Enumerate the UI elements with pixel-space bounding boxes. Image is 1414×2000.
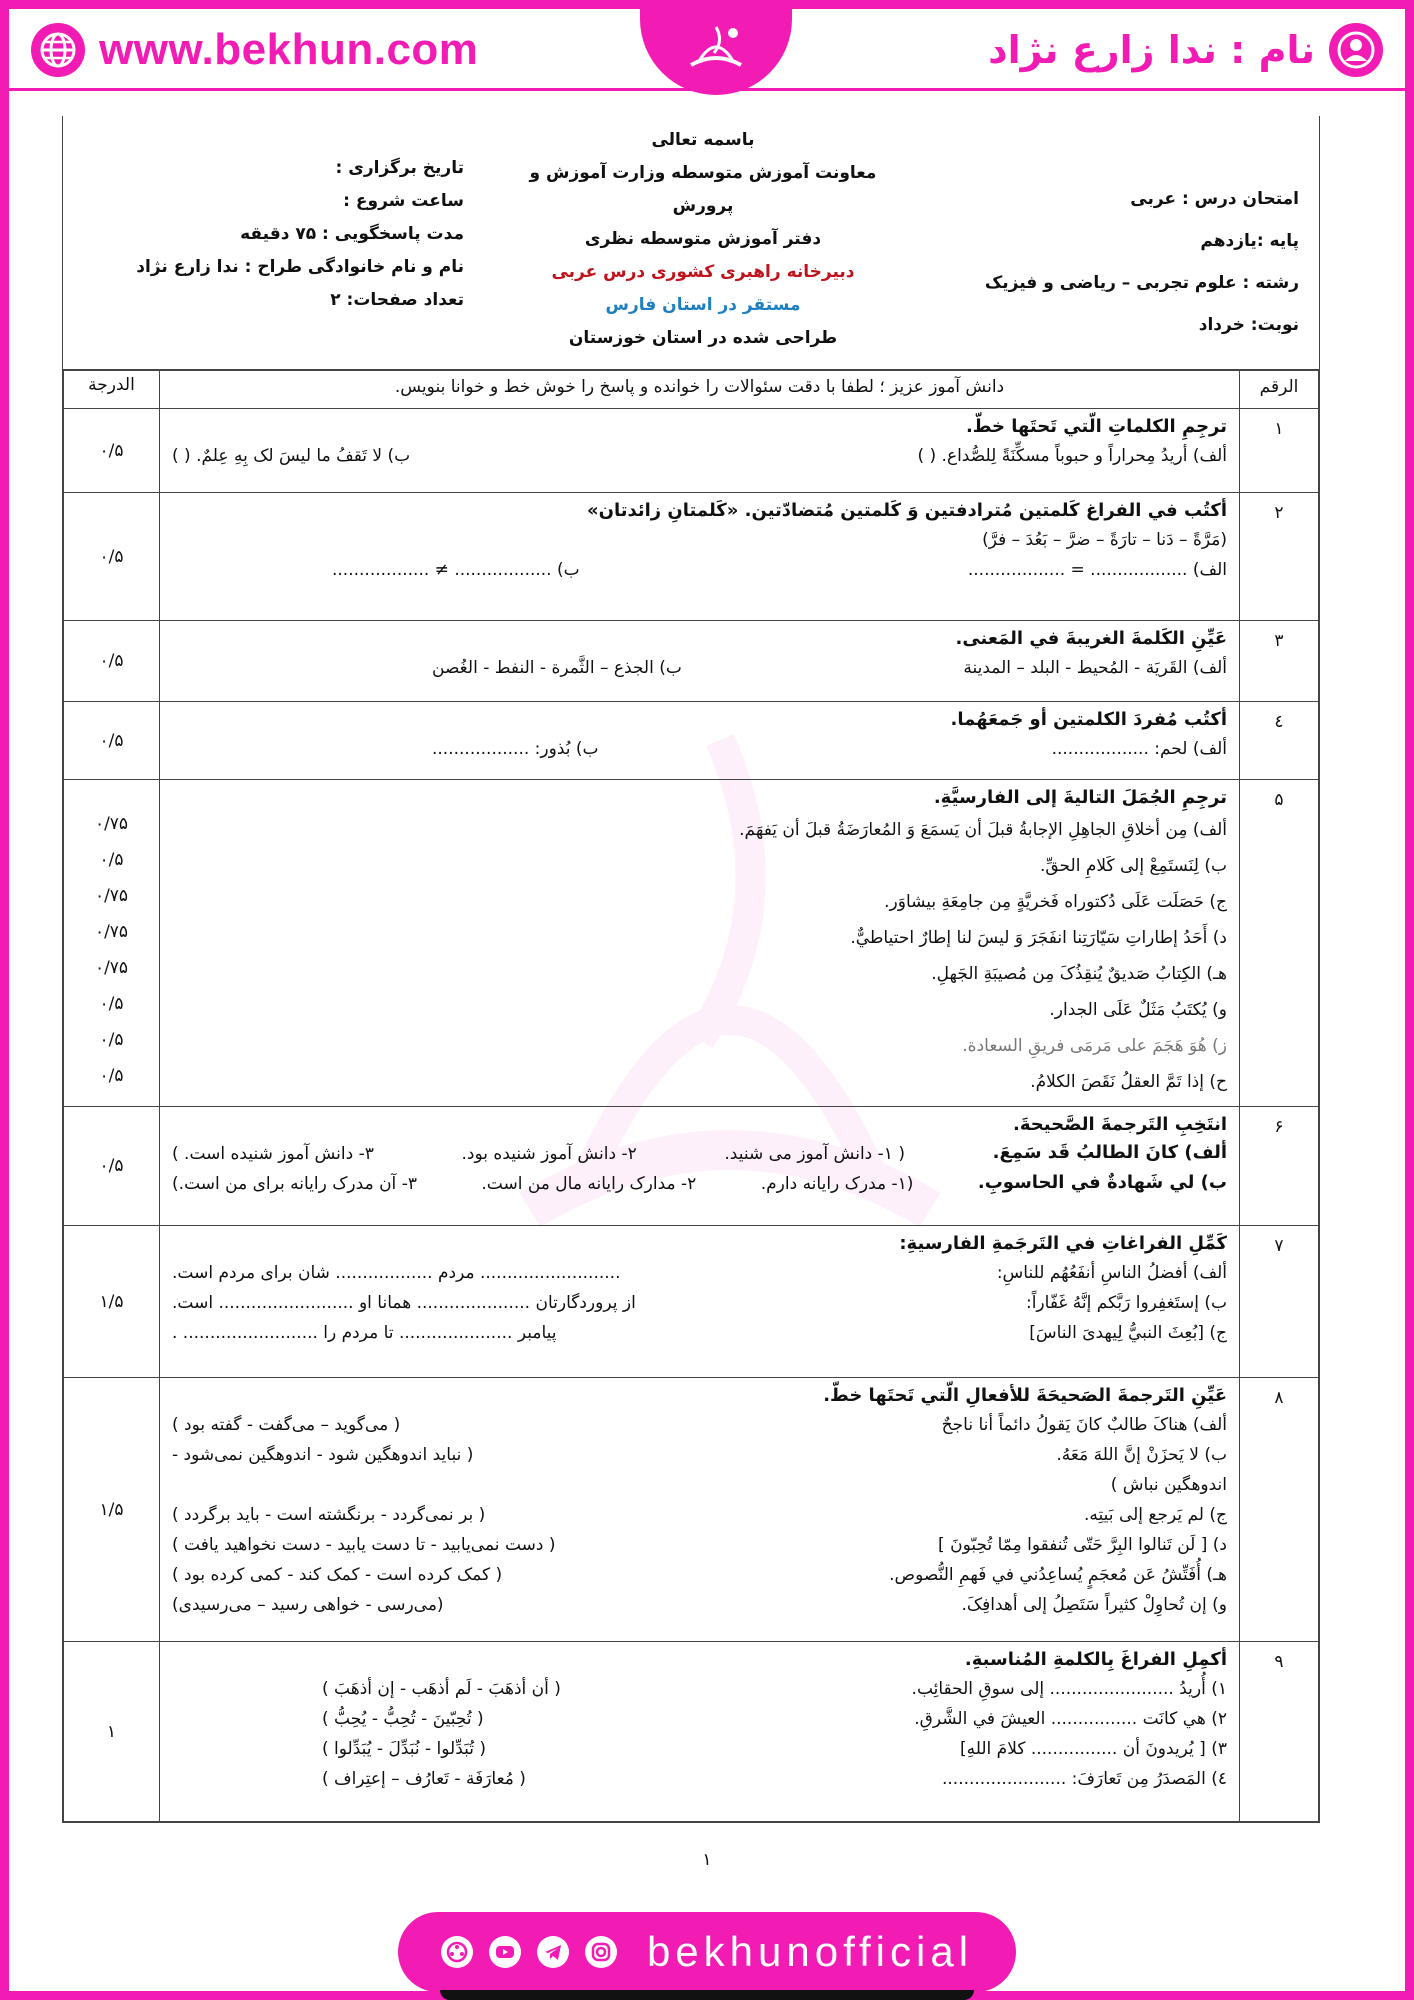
question-row-6 (64, 1107, 1319, 1226)
question-number: ۵ (1240, 780, 1319, 1107)
question-row-5 (64, 780, 1319, 1107)
question-title: ترجِمِ الجُمَلَ التالیةَ إلی الفارسیَّةِ. (933, 787, 1227, 808)
col-num-header: الرقم (1240, 371, 1319, 409)
student-name (988, 23, 1383, 77)
question-body (160, 702, 1240, 780)
choice-line (172, 1530, 1227, 1560)
answer-line (172, 734, 1227, 764)
question-number: ۹ (1240, 1642, 1319, 1822)
arabic-a: ألف) أفضلُ الناسِ أنفَعُهُم للناسِ: (996, 1263, 1227, 1283)
header-authority (518, 124, 888, 355)
choices: ( نباید اندوهگین شود - اندوهگین نمی‌شود - (172, 1445, 474, 1465)
question-row-8 (64, 1378, 1319, 1642)
options: ( تُحِبّینَ - تُحِبُّ - یُحِبُّ ) (322, 1709, 484, 1729)
fill-line (172, 1764, 1227, 1794)
page-count: تعداد صفحات: ۲ (330, 290, 464, 310)
sentence: د) [ لَن تَنالوا البِرَّ حَتّی تُنفقوا مِمّا تُحِبّونَ ] (938, 1535, 1227, 1555)
option-2: ۲- مدارک رایانه مال من است. (481, 1174, 697, 1194)
course-label: امتحان درس : عربی (1130, 189, 1299, 209)
question-number: ۳ (1240, 621, 1319, 702)
bekhun-logo (640, 9, 792, 95)
grade-e: ۰/۷۵ (94, 958, 129, 978)
grade-g: ۰/۵ (99, 1030, 124, 1050)
question-title: عَیِّنِ التَرجمةَ الصَحیحَةَ للأفعالِ الّتي تَحتَها خطّ. (823, 1385, 1227, 1406)
choice-line (172, 1410, 1227, 1440)
item-b: ب) .................. ≠ .................. (332, 560, 580, 580)
globe-icon (31, 23, 85, 77)
question-body (160, 1107, 1240, 1226)
sentence: ألف) هناکَ طالبٌ کانَ یَقولُ دائماً أنا ناجحٌ (941, 1415, 1227, 1435)
question-row-7 (64, 1226, 1319, 1378)
question-grade: ۱/۵ (64, 1226, 160, 1378)
option-2: ۲- دانش آموز شنیده بود. (461, 1144, 637, 1164)
fill-line (172, 1734, 1227, 1764)
item-a: ألف) القَریَة - المُحیط - البلد – المدینة (963, 658, 1227, 678)
website-link[interactable] (31, 23, 478, 77)
sentence-h: ح) إذا تَمَّ العقلُ نَقَصَ الکلامُ. (1030, 1072, 1227, 1092)
sentence: ج) لم یَرجع إلی بَیتِه. (1084, 1505, 1227, 1525)
option-row-a (172, 1139, 1227, 1169)
grade-h: ۰/۵ (99, 1066, 124, 1086)
question-number: ۷ (1240, 1226, 1319, 1378)
question-title: أکمِلِ الفراغَ بِالکلمةِ المُناسبةِ. (964, 1649, 1227, 1670)
choice-line (172, 1440, 1227, 1470)
question-body (160, 1226, 1240, 1378)
duration: مدت پاسخگویی : ۷۵ دقیقه (240, 224, 464, 244)
choice-line (172, 1500, 1227, 1530)
options: ( مُعارَفَة - تَعارُف – إعتِراف ) (322, 1769, 526, 1789)
question-title: عَیِّنِ الکَلمةَ الغریبةَ في المَعنی. (955, 628, 1227, 649)
start-time: ساعت شروع : (343, 191, 464, 211)
student-name-text: نام : ندا زارع نژاد (988, 28, 1315, 72)
question-number: ۸ (1240, 1378, 1319, 1642)
question-title: انتَخِبِ التَرجمةَ الصَّحیحةَ. (1013, 1114, 1227, 1135)
fill-line-c (172, 1318, 1227, 1348)
choices: ( دست نمی‌یابید - تا دست یابید - دست نخواهید یافت ) (172, 1535, 556, 1555)
top-divider (9, 88, 1405, 91)
grade-b: ۰/۵ (99, 850, 124, 870)
option-1: (۱- مدرک رایانه دارم. (760, 1174, 914, 1194)
col-grade-header: الدرجة (64, 371, 160, 409)
answer-line (172, 555, 1227, 585)
instagram-icon[interactable] (585, 1936, 617, 1968)
item-b: ب) بُذور: .................. (432, 739, 599, 759)
page-number: ۱ (702, 1850, 712, 1870)
item-b-label: ب) لي شَهادةٌ في الحاسوبِ. (977, 1172, 1227, 1193)
grade-d: ۰/۷۵ (94, 922, 129, 942)
question-grade: ۰/۵ (64, 621, 160, 702)
exam-sheet (62, 116, 1320, 1823)
item-b: ب) لا تَقفُ ما لیسَ لک بِهِ عِلمٌ. ( ) (172, 446, 411, 466)
question-body (160, 780, 1240, 1107)
question-row-2 (64, 493, 1319, 621)
sentence-b: ب) لِنَستَمِعْ إلی کَلامِ الحقِّ. (1039, 856, 1227, 876)
website-text[interactable]: www.bekhun.com (99, 25, 479, 74)
question-row-3 (64, 621, 1319, 702)
item-b: ب) الجذع – الثَّمرة - النفط - الغُصن (432, 658, 682, 678)
question-body (160, 1378, 1240, 1642)
social-handle[interactable]: bekhunofficial (646, 1928, 974, 1975)
option-3: ۳- آن مدرک رایانه برای من است.) (172, 1174, 417, 1194)
youtube-icon[interactable] (489, 1936, 521, 1968)
fill-line-a (172, 1258, 1227, 1288)
options: ( تُبَدِّلوا - نُبَدِّلَ - یُبَدِّلوا ) (322, 1739, 487, 1759)
grade-a: ۰/۷۵ (94, 814, 129, 834)
question-title: أکتُب في الفراغ کَلمتین مُترادفتین وَ کَلمتین مُتضادّتین. «کَلمتانِ زائدتان» (586, 500, 1227, 521)
top-bar (9, 9, 1405, 93)
sentence: ٤) المَصدَرُ مِن تَعارَفَ: ....................... (941, 1769, 1227, 1789)
arabic-c: ج) [بُعِثَ النبيُّ لِیهدیَ الناسَ] (1029, 1323, 1227, 1343)
question-title: کَمِّلِ الفراغاتِ في التَرجَمةِ الفارسیةِ: (899, 1233, 1227, 1254)
fill-line (172, 1674, 1227, 1704)
question-grade: ۰/۵ (64, 409, 160, 493)
question-title: أکتُب مُفردَ الکلمتین أو جَمعَهُما. (950, 709, 1227, 730)
sentence-e: هـ) الکِتابُ صَدیقٌ یُنقِذُکَ مِن مُصیبَةِ الجَهلِ. (931, 964, 1227, 984)
office-line: دفتر آموزش متوسطه نظری (584, 229, 822, 249)
sentence-g: ز) هُوَ هَجَمَ علی مَرمَی فریقِ السعادة. (962, 1036, 1227, 1056)
options: ( أن أذهَبَ - لَم أذهَب - إن أذهَبَ ) (322, 1679, 561, 1699)
question-grade: ۰/۵ (64, 702, 160, 780)
sentence: ۱) أُریدُ ....................... إلی سوقِ الحقائِب. (911, 1679, 1227, 1699)
field-label: رشته : علوم تجربی – ریاضی و فیزیک (984, 273, 1299, 293)
question-body (160, 409, 1240, 493)
question-grade: ۱/۵ (64, 1378, 160, 1642)
sentence-a: ألف) مِن أخلاقِ الجاهِلِ الإجابةُ قبلَ أن یَسمَعَ وَ المُعارَضَةُ قبلَ أن یَفهَمَ. (739, 820, 1227, 840)
bismillah: باسمه تعالی (651, 130, 755, 150)
sentence: ب) لا یَحزَنْ إنَّ اللهَ مَعَهُ. (1056, 1445, 1227, 1465)
item-a-label: ألف) کانَ الطالبُ قَد سَمِعَ. (992, 1142, 1227, 1163)
answer-line (172, 653, 1227, 683)
choice-line (172, 1470, 1227, 1500)
question-number: ۲ (1240, 493, 1319, 621)
item-a: ألف) أریدُ مِحراراً و حبوباً مسكِّنَةً لِلصُّداع. ( ) (917, 446, 1227, 466)
choices: ( کمک کرده است - کمک کند - کمی کرده بود ) (172, 1565, 503, 1585)
fill-line (172, 1704, 1227, 1734)
header-exam-details (136, 152, 464, 317)
item-a: ألف) لحم: .................. (1051, 739, 1227, 759)
arabic-b: ب) إستَغفِروا رَبَّکم إنَّهُ غَفّاراً: (1025, 1293, 1227, 1313)
choice-line (172, 1560, 1227, 1590)
question-grade: ۰/۵ (64, 493, 160, 621)
item-a: الف) .................. = .................. (967, 560, 1227, 580)
persian-a: .......................... مردم .................. شان برای مردم است. (172, 1263, 621, 1283)
sentence: هـ) أُفَتِّشُ عَن مُعجَمٍ یُساعِدُني في فَهمِ النُّصوص. (889, 1565, 1227, 1585)
designer-name: نام و نام خانوادگی طراح : ندا زارع نژاد (136, 257, 464, 277)
logo-icon (671, 17, 761, 87)
option-3: ۳- دانش آموز شنیده است. ) (172, 1144, 374, 1164)
question-body (160, 1642, 1240, 1822)
choices: (می‌رسی - خواهی رسید – می‌رسیدی) (172, 1595, 444, 1615)
sentence: ۲) هي کانَت ................ العیشَ في الشَّرقِ. (914, 1709, 1227, 1729)
word-list: (مَرَّةً – دَنا – تارَةً – ضرَّ – بَعُدَ – فرَّ) (982, 530, 1227, 550)
ministry-line: معاونت آموزش متوسطه وزارت آموزش و پرورش (529, 163, 877, 216)
choice-line (172, 1590, 1227, 1620)
header-course-info (985, 178, 1299, 346)
question-row-1 (64, 409, 1319, 493)
question-body (160, 621, 1240, 702)
sentence-f: و) یُکتَبُ مَثَلٌ عَلَی الجدار. (1049, 1000, 1227, 1020)
option-row-b (172, 1169, 1227, 1199)
choices: ( بر نمی‌گردد - برنگشته است - باید برگردد ) (172, 1505, 486, 1525)
question-grade: ۱ (64, 1642, 160, 1822)
grade-f: ۰/۵ (99, 994, 124, 1014)
secretariat-line: دبیرخانه راهبری کشوری درس عربی (551, 262, 855, 282)
option-1: ( ۱- دانش آموز می شنید. (724, 1144, 905, 1164)
social-bar[interactable] (398, 1912, 1016, 1992)
question-grades (64, 780, 160, 1107)
question-number: ۶ (1240, 1107, 1319, 1226)
choices: ( می‌گوید – می‌گفت - گفته بود ) (172, 1415, 401, 1435)
answer-line (172, 441, 1227, 471)
persian-b: از پروردگارتان ..................... همانا او ......................... است. (172, 1293, 636, 1313)
province-line: مستقر در استان فارس (605, 295, 801, 315)
sentence: ۳) [ یُریدونَ أن ................ کلامَ اللهِ] (960, 1739, 1227, 1759)
sentence-d: د) أَحَدُ إطاراتِ سَیّارَتِنا انفَجَرَ وَ لیسَ لنا إطارٌ احتیاطيٌّ. (850, 928, 1227, 948)
fill-line-b (172, 1288, 1227, 1318)
sentence: اندوهگین نباش ) (1110, 1475, 1227, 1495)
question-number: ۱ (1240, 409, 1319, 493)
question-grade: ۰/۵ (64, 1107, 160, 1226)
user-icon (1329, 23, 1383, 77)
session-label: نوبت: خرداد (1198, 315, 1299, 335)
table-header-row (64, 371, 1319, 409)
question-number: ٤ (1240, 702, 1319, 780)
sentence-c: ج) حَصَلَت عَلَی دُکتوراه فَخریَّةٍ مِن جامِعَةِ بیشاوَر. (884, 892, 1227, 912)
question-title: ترجِمِ الکلماتِ الّتي تَحتَها خطّ. (965, 416, 1227, 437)
question-body (160, 493, 1240, 621)
grade-level: پایه :یازدهم (1200, 231, 1299, 251)
instruction: دانش آموز عزیز ؛ لطفا با دقت سئوالات را خوانده و پاسخ را خوش خط و خوانا بنویس. (160, 371, 1240, 409)
exam-date: تاریخ برگزاری : (335, 158, 464, 178)
footer-shadow (440, 1990, 974, 2000)
exam-header (63, 116, 1319, 370)
grade-c: ۰/۷۵ (94, 886, 129, 906)
question-row-4 (64, 702, 1319, 780)
telegram-icon[interactable] (537, 1936, 569, 1968)
reel-icon[interactable] (441, 1936, 473, 1968)
sentence: و) إن تُحاوِلْ کثیراً سَتَصِلُ إلی أهدافِکَ. (961, 1595, 1227, 1615)
question-row-9 (64, 1642, 1319, 1822)
persian-c: پیامبر ..................... تا مردم را ......................... . (172, 1323, 557, 1343)
designed-line: طراحی شده در استان خوزستان (568, 328, 838, 348)
questions-table (63, 370, 1319, 1822)
